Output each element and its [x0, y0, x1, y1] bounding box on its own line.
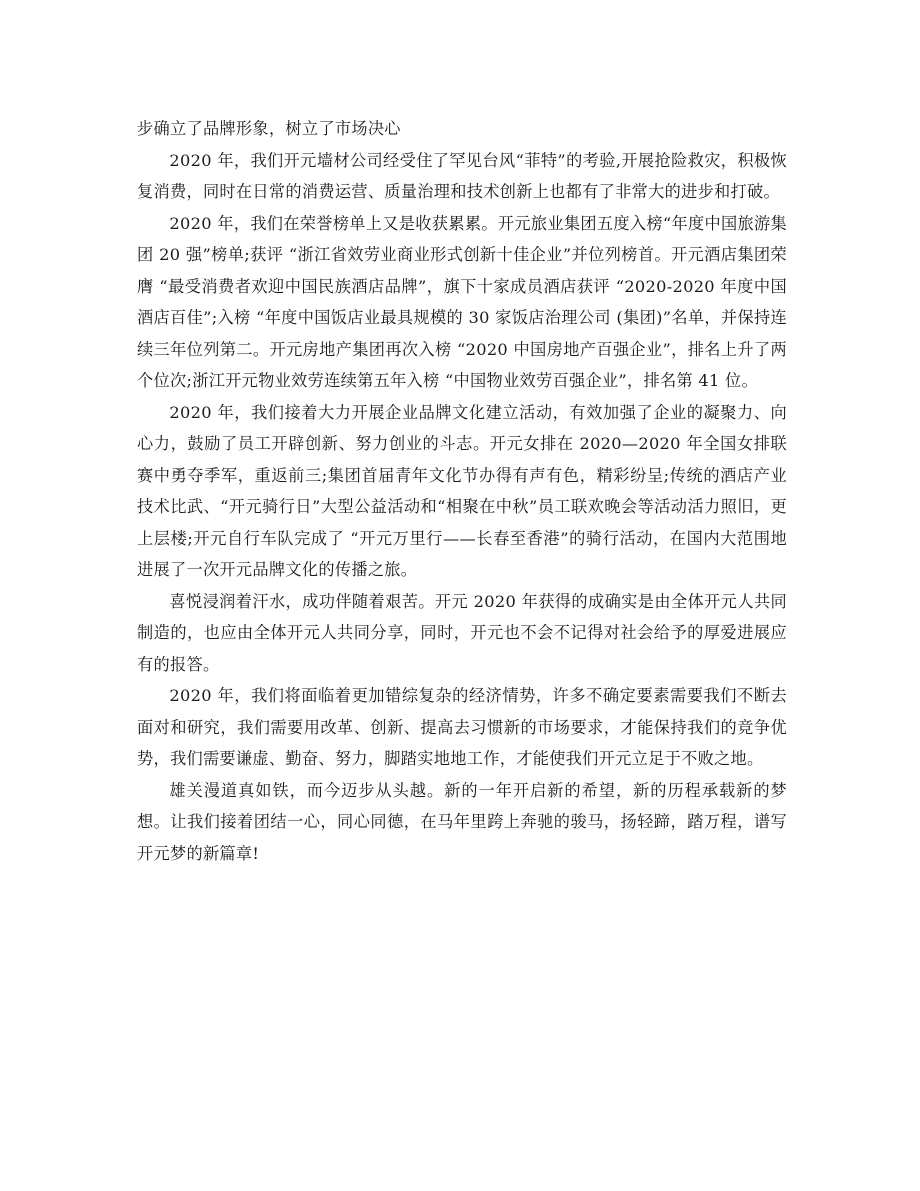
paragraph-typhoon: 2020 年，我们开元墙材公司经受住了罕见台风“菲特”的考验,开展抢险救灾，积极恢复消费，同时在日常的消费运营、质量治理和技术创新上也都有了非常大的进步和打破。	[137, 150, 787, 201]
paragraph-closing: 雄关漫道真如铁，而今迈步从头越。新的一年开启新的希望，新的历程承载新的梦想。让我们接着团结一心，同心同德，在马年里跨上奔驰的骏马，扬轻蹄，踏万程，谱写开元梦的新篇章!	[137, 780, 787, 863]
paragraph-brand-culture: 2020 年，我们接着大力开展企业品牌文化建立活动，有效加强了企业的凝聚力、向心力，鼓励了员工开辟创新、努力创业的斗志。开元女排在 2020—2020 年全国女排联赛中勇夺季军，重返前三;集团首届青年文化节办得有声有色，精彩纷呈;传统的酒店产业技术比武、“开元骑行日”大型公益活动和“相聚在中秋”员工联欢晚会等活动活力照旧，更上层楼;开元自行车队完成了 “开元万里行——长春至香港”的骑行活动，在国内大范围地进展了一次开元品牌文化的传播之旅。	[137, 402, 787, 579]
paragraph-outlook: 2020 年，我们将面临着更加错综复杂的经济情势，许多不确定要素需要我们不断去面对和研究，我们需要用改革、创新、提高去习惯新的市场要求，才能保持我们的竞争优势，我们需要谦虚、勤奋、努力，脚踏实地地工作，才能使我们开元立足于不败之地。	[137, 686, 787, 768]
paragraph-gratitude: 喜悦浸润着汗水，成功伴随着艰苦。开元 2020 年获得的成确实是由全体开元人共同制造的，也应由全体开元人共同分享，同时，开元也不会不记得对社会给予的厚爱进展应有的报答。	[137, 591, 787, 674]
paragraph-honors: 2020 年，我们在荣誉榜单上又是收获累累。开元旅业集团五度入榜“年度中国旅游集团 20 强”榜单;获评 “浙江省效劳业商业形式创新十佳企业”并位列榜首。开元酒店集团荣膺 “最受消费者欢迎中国民族酒店品牌”，旗下十家成员酒店获评 “2020-2020 年度中国酒店百佳”;入榜 “年度中国饭店业最具规模的 30 家饭店治理公司 (集团)”名单，并保持连续三年位列第二。开元房地产集团再次入榜 “2020 中国房地产百强企业”，排名上升了两个位次;浙江开元物业效劳连续第五年入榜 “中国物业效劳百强企业”，排名第 41 位。	[137, 213, 787, 390]
document-body	[137, 113, 787, 869]
paragraph-continuation: 步确立了品牌形象，树立了市场决心	[137, 119, 401, 138]
